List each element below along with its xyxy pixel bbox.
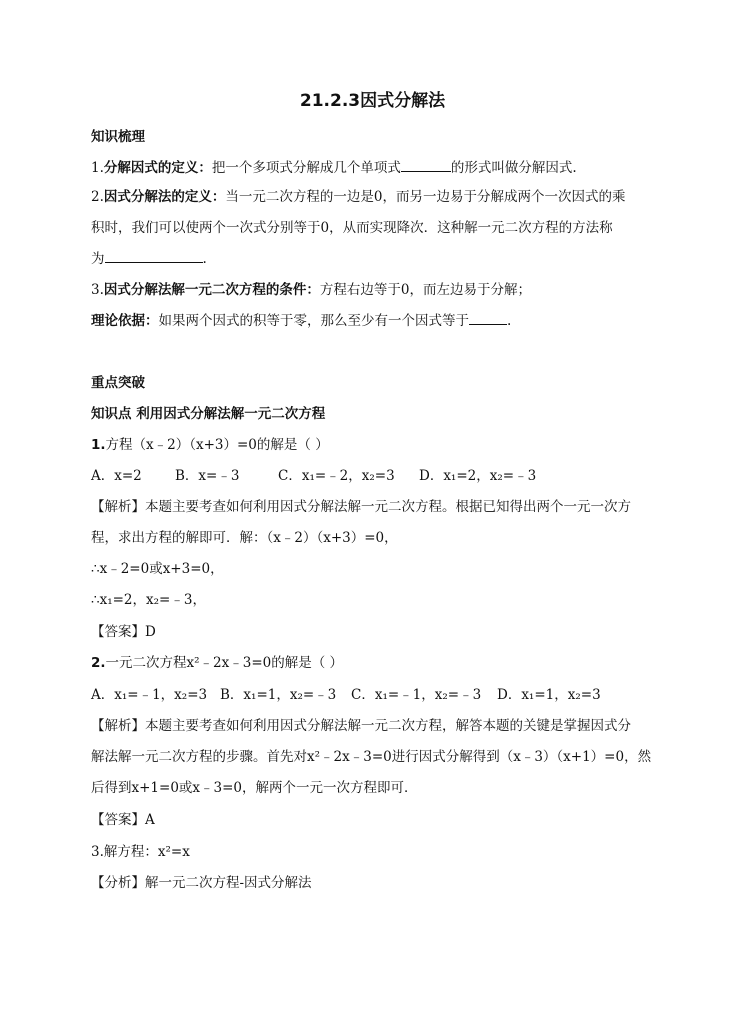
term-label: 因式分解法的定义： — [103, 189, 226, 205]
item-text: 为 — [91, 251, 105, 267]
key-heading: 重点突破 — [91, 375, 145, 391]
item-text: 如果两个因式的积等于零，那么至少有一个因式等于 — [158, 313, 469, 329]
knowledge-item-2-line-3 — [91, 249, 207, 268]
question-3-stem: 3.解方程：x²=x — [91, 844, 190, 860]
question-1-step-2: ∴x₁=2，x₂=﹣3， — [91, 592, 206, 608]
option-c: C．x₁=﹣1，x₂=﹣3 — [351, 687, 482, 703]
question-1-stem — [91, 436, 329, 454]
question-2-answer: 【答案】A — [91, 812, 155, 828]
knowledge-item-3 — [91, 281, 531, 299]
item-number: 3. — [91, 282, 104, 298]
option-a: A．x=2 — [91, 468, 142, 484]
option-c: C．x₁=﹣2，x₂=3 — [278, 468, 395, 484]
question-1-analysis-line-2: 程，求出方程的解即可．解：（x﹣2）（x+3）=0， — [91, 530, 398, 546]
fill-blank — [105, 249, 203, 263]
question-1-analysis-line-1: 【解析】本题主要考查如何利用因式分解法解一元二次方程。根据已知得出两个一元一次方 — [91, 499, 631, 515]
question-2-analysis-line-1: 【解析】本题主要考查如何利用因式分解法解一元二次方程，解答本题的关键是掌握因式分 — [91, 718, 631, 734]
item-number: 1. — [91, 160, 104, 176]
item-text: 的形式叫做分解因式. — [450, 160, 577, 176]
question-text: 方程（x﹣2）（x+3）=0的解是（ ） — [105, 437, 329, 453]
option-a: A．x₁=﹣1，x₂=3 — [91, 687, 208, 703]
question-2-analysis-line-2: 解法解一元二次方程的步骤。首先对x²﹣2x﹣3=0进行因式分解得到（x﹣3）（x+1）=0，然 — [91, 749, 652, 765]
term-label: 分解因式的定义： — [103, 160, 212, 176]
term-label: 因式分解法解一元二次方程的条件： — [103, 282, 320, 298]
item-text: 把一个多项式分解成几个单项式 — [211, 160, 401, 176]
knowledge-item-1 — [91, 158, 577, 177]
question-1-options — [91, 467, 651, 485]
question-3-analysis: 【分析】解一元二次方程-因式分解法 — [91, 875, 312, 891]
item-text: . — [507, 313, 512, 329]
question-2-stem — [91, 654, 343, 672]
item-number: 2. — [91, 189, 104, 205]
fill-blank — [401, 158, 451, 172]
item-text: . — [202, 251, 207, 267]
term-label: 理论依据： — [91, 313, 159, 329]
question-number: 1. — [91, 437, 106, 453]
question-2-analysis-line-3: 后得到x+1=0或x﹣3=0，解两个一元一次方程即可． — [91, 780, 418, 796]
knowledge-point-heading: 知识点 利用因式分解法解一元二次方程 — [91, 406, 326, 422]
option-d: D．x₁=1，x₂=3 — [497, 687, 601, 703]
knowledge-item-2 — [91, 188, 625, 206]
page-title: 21.2.3因式分解法 — [299, 91, 446, 111]
question-2-options — [91, 686, 651, 704]
item-text: 当一元二次方程的一边是0，而另一边易于分解成两个一次因式的乘 — [225, 189, 626, 205]
option-b: B．x₁=1，x₂=﹣3 — [220, 687, 337, 703]
question-1-answer: 【答案】D — [91, 624, 156, 640]
question-1-step-1: ∴x﹣2=0或x+3=0， — [91, 561, 224, 577]
option-b: B．x=﹣3 — [175, 468, 240, 484]
question-text: 一元二次方程x²﹣2x﹣3=0的解是（ ） — [105, 655, 344, 671]
option-d: D．x₁=2，x₂=﹣3 — [419, 468, 537, 484]
theory-basis — [91, 311, 511, 330]
knowledge-item-2-line-2: 积时，我们可以使两个一次式分别等于0，从而实现降次．这种解一元二次方程的方法称 — [91, 220, 613, 236]
knowledge-heading: 知识梳理 — [91, 129, 145, 145]
question-number: 2. — [91, 655, 106, 671]
fill-blank — [469, 311, 507, 325]
item-text: 方程右边等于0，而左边易于分解； — [319, 282, 531, 298]
